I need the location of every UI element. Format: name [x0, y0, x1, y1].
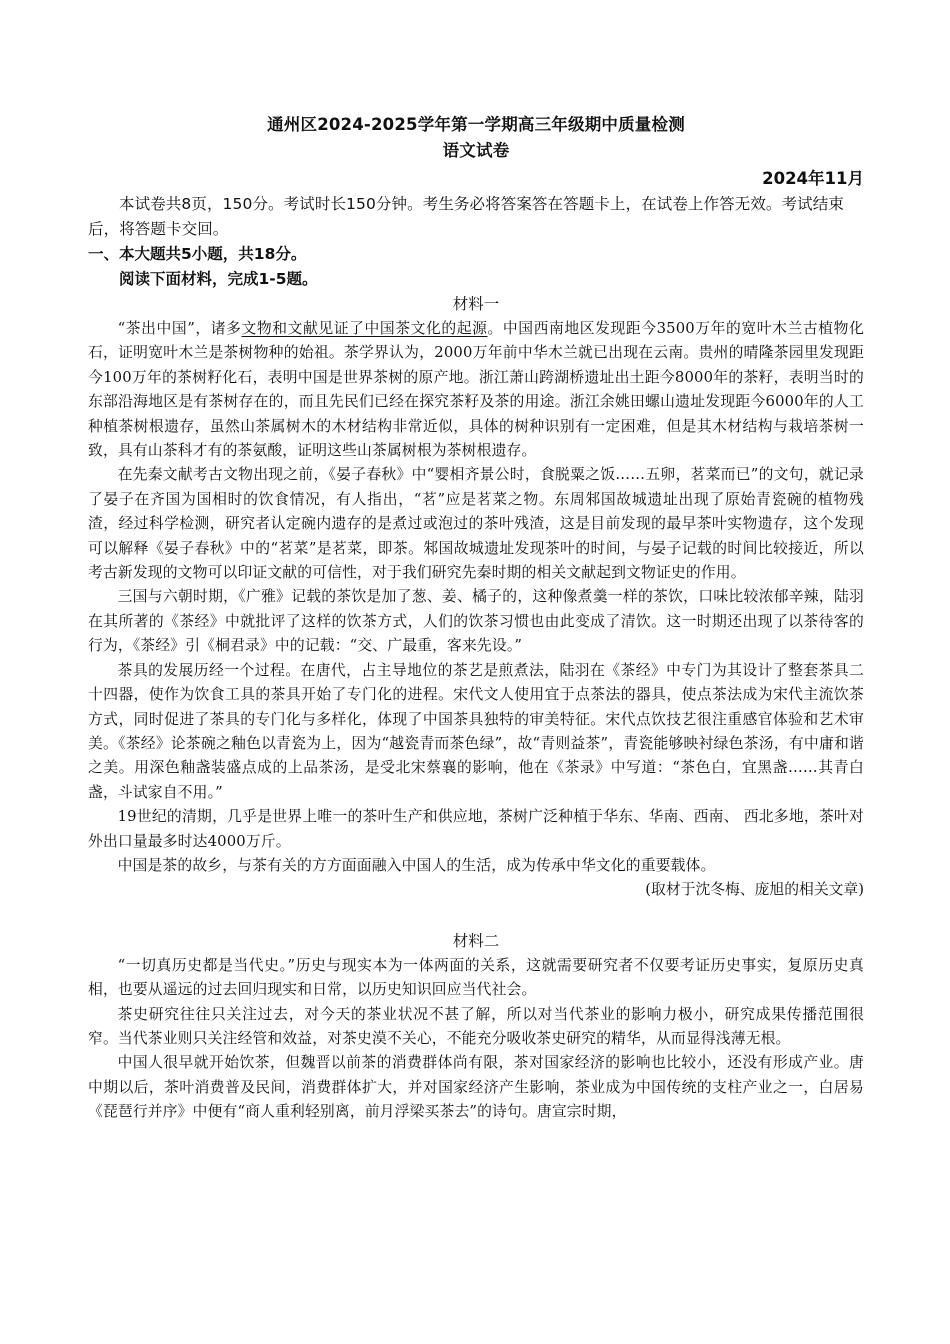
- spacer: [88, 903, 864, 929]
- exam-instructions: 本试卷共8页，150分。考试时长150分钟。考生务必将答案答在答题卡上，在试卷上作答无效。考试结束后，将答题卡交回。: [88, 195, 844, 238]
- exam-title: 通州区2024-2025学年第一学期高三年级期中质量检测: [267, 115, 685, 134]
- exam-subject: 语文试卷: [442, 141, 510, 160]
- material-one-title: 材料一: [452, 295, 500, 313]
- exam-page: [88, 112, 864, 1125]
- material-one-paragraph-6: 中国是茶的故乡，与茶有关的方方面面融入中国人的生活，成为传承中华文化的重要载体。: [117, 856, 716, 874]
- section-one-heading: 一、本大题共5小题，共18分。: [88, 245, 307, 263]
- material-two-paragraph-3: 中国人很早就开始饮茶，但魏晋以前茶的消费群体尚有限，茶对国家经济的影响也比较小，还没有形成产业。唐中期以后，茶叶消费普及民间，消费群体扩大，并对国家经济产生影响，茶业成为中国传统的支柱产业之一，白居易《琵琶行并序》中便有“商人重利轻别离，前月浮梁买茶去”的诗句。唐宣宗时期，: [88, 1054, 864, 1121]
- material-one-source: (取材于沈冬梅、庞旭的相关文章): [645, 881, 864, 899]
- material-two-paragraph-1: “一切真历史都是当代史。”历史与现实本为一体两面的关系，这就需要研究者不仅要考证历史事实，复原历史真相，也要从遥远的过去回归现实和日常，以历史知识回应当代社会。: [88, 956, 864, 999]
- section-one-subheading: 阅读下面材料，完成1-5题。: [119, 270, 318, 288]
- p1-rest: 。中国西南地区发现距今3500万年的宽叶木兰古植物化石，证明宽叶木兰是茶树物种的始祖。茶学界认为，2000万年前中华木兰就已出现在云南。贵州的晴隆茶园里发现距今100万年的茶树籽化石，表明中国是世界茶树的原产地。浙江萧山跨湖桥遗址出土距今8000年的茶籽，表明当时的东部沿海地区是有茶树存在的，而且先民们已经在探究茶籽及茶的用途。浙江余姚田螺山遗址发现距今6000年的人工种植茶树根遗存，虽然山茶属树木的木材结构非常近似，具体的树种识别有一定困难，但是其木材结构与栽培茶树一致，具有山茶科才有的茶氨酸，证明这些山茶属树根为茶树根遗存。: [88, 320, 864, 460]
- material-two-title: 材料二: [452, 931, 500, 950]
- material-one-paragraph-2: 在先秦文献考古文物出现之前，《晏子春秋》中“婴相齐景公时，食脱粟之饭……五卵，茗菜而已”的文句，就记录了晏子在齐国为国相时的饮食情况，有人指出，“茗”应是茗菜之物。东周邾国故城遗址出现了原始青瓷碗的植物残渣，经过科学检测，研究者认定碗内遗存的是煮过或泡过的茶叶残渣，这是目前发现的最早茶叶实物遗存，这个发现可以解释《晏子春秋》中的“茗菜”是茗菜，即茶。邾国故城遗址发现茶叶的时间，与晏子记载的时间比较接近，所以考古新发现的文物可以印证文献的可信性，对于我们研究先秦时期的相关文献起到文物证史的作用。: [88, 466, 864, 582]
- p1-start: “茶出中国”，诸多: [117, 320, 242, 337]
- material-one-paragraph-4: 茶具的发展历经一个过程。在唐代，占主导地位的茶艺是煎煮法，陆羽在《茶经》中专门为其设计了整套茶具二十四器，使作为饮食工具的茶具开始了专门化的进程。宋代文人使用宜于点茶法的器具，使点茶法成为宋代主流饮茶方式，同时促进了茶具的专门化与多样化，体现了中国茶具独特的审美特征。宋代点饮技艺很注重感官体验和艺术审美。《茶经》论茶碗之釉色以青瓷为上，因为“越瓷青而茶色绿”，故“青则益茶”，青瓷能够映衬绿色茶汤，有中庸和谐之美。用深色釉盏装盛点成的上品茶汤，是受北宋蔡襄的影响，他在《茶录》中写道：“茶色白，宜黑盏……其青白盏，斗试家自不用。”: [88, 661, 864, 801]
- exam-date: 2024年11月: [762, 169, 864, 188]
- material-two-paragraph-2: 茶史研究往往只关注过去，对今天的茶业状况不甚了解，所以对当代茶业的影响力极小，研究成果传播范围很窄。当代茶业则只关注经管和效益，对茶史漠不关心，不能充分吸收茶史研究的精华，从而显得浅薄无根。: [88, 1005, 864, 1047]
- material-one-paragraph-1: [88, 317, 864, 463]
- material-one-paragraph-3: 三国与六朝时期，《广雅》记载的茶饮是加了葱、姜、橘子的，这种像煮羹一样的茶饮，口味比较浓郁辛辣，陆羽在其所著的《茶经》中就批评了这样的饮茶方式，人们的饮茶习惯也由此变成了清饮。这一时期还出现了以茶待客的行为，《茶经》引《桐君录》中的记载：“交、广最重，客来先设。”: [88, 588, 864, 655]
- material-one-paragraph-5: 19世纪的清期，几乎是世界上唯一的茶叶生产和供应地，茶树广泛种植于华东、华南、西南、 西北多地，茶叶对外出口量最多时达4000万斤。: [88, 808, 864, 850]
- p1-underlined-text: 文物和文献见证了中国茶文化的起源: [241, 320, 488, 337]
